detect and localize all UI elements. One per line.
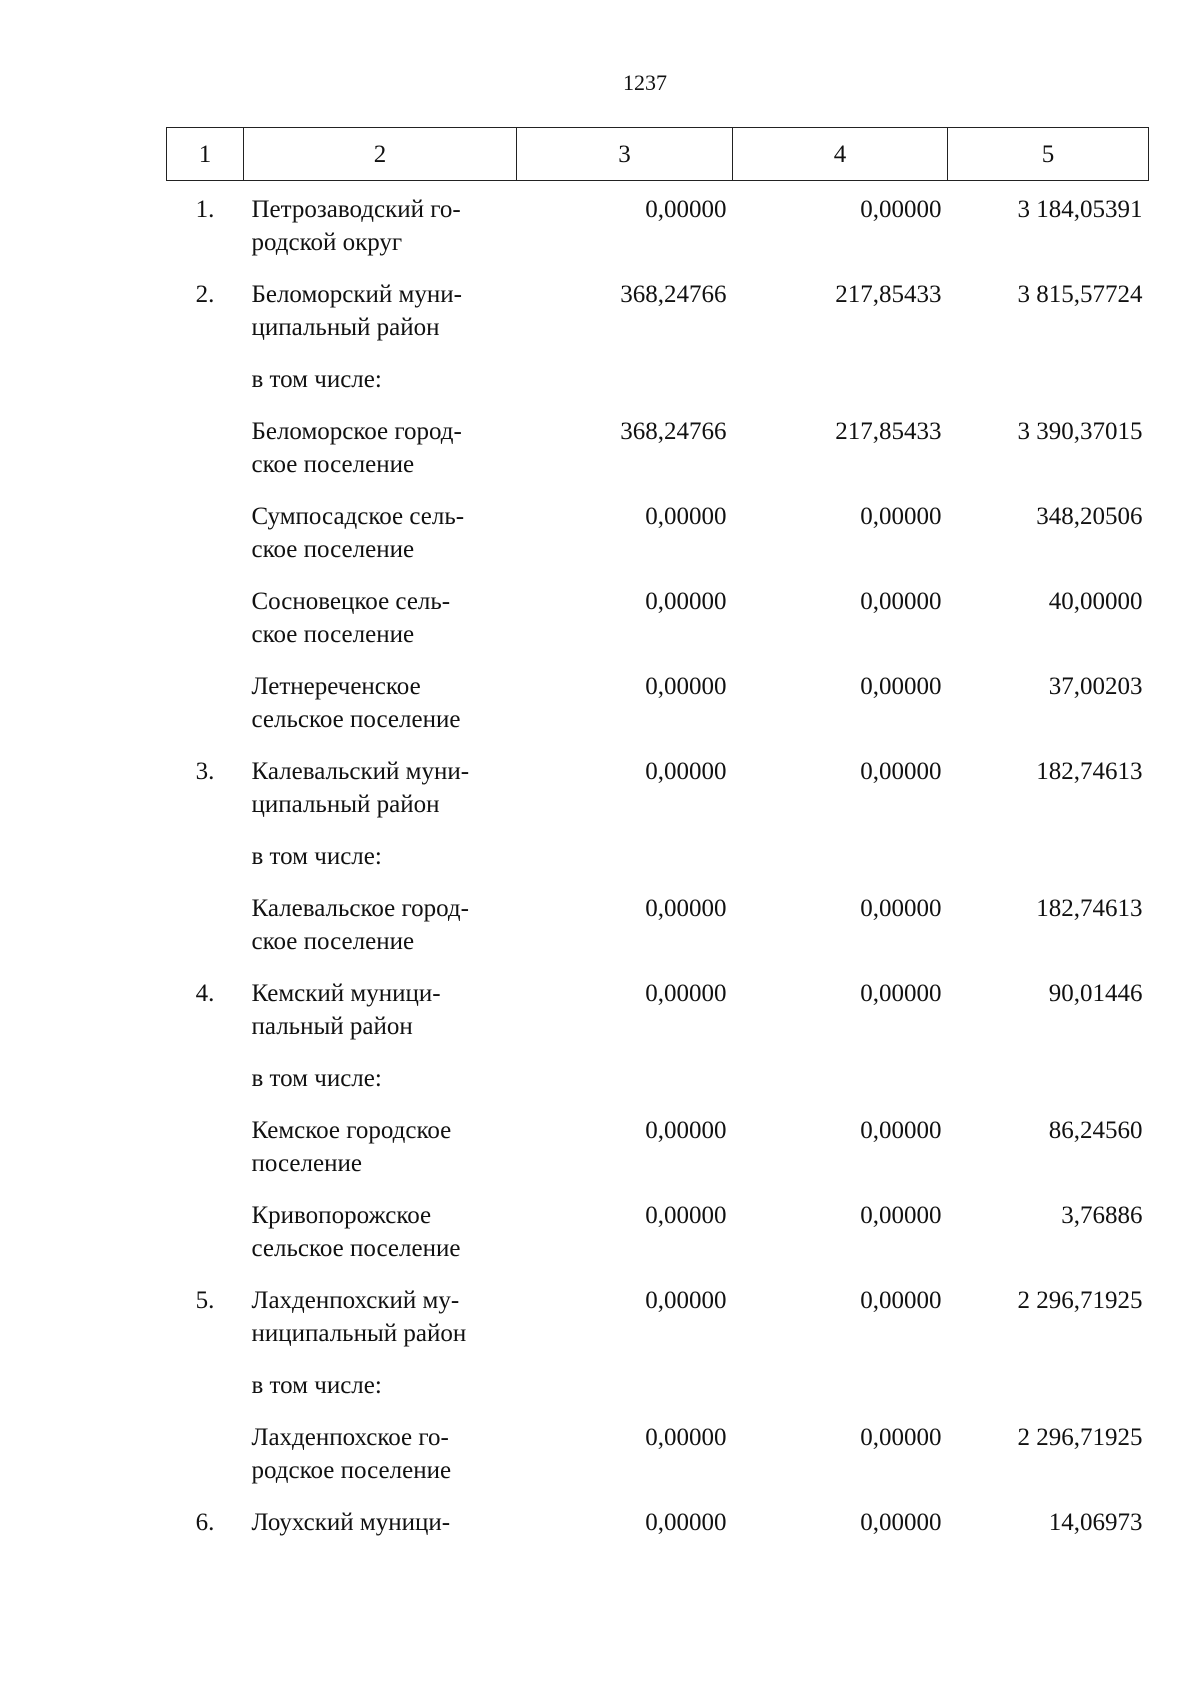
value-col-4: 0,00000 (860, 895, 942, 922)
table-row (167, 500, 1149, 585)
municipality-name (244, 1062, 517, 1114)
municipality-name-line: родское поселение (251, 1457, 452, 1484)
municipality-name (244, 1199, 517, 1284)
value-col-4: 0,00000 (860, 1202, 942, 1229)
value-col-4: 0,00000 (860, 758, 942, 785)
municipality-name (244, 415, 517, 500)
municipality-name-line: Беломорский муни- (251, 281, 462, 308)
municipality-name-line: Кемский муници- (251, 980, 441, 1007)
row-number (167, 500, 244, 585)
row-number (167, 840, 244, 892)
value-col-5: 37,00203 (1048, 673, 1143, 700)
municipality-name-line: пальный район (251, 1013, 413, 1040)
value-col-4: 0,00000 (860, 1287, 942, 1314)
value-col-5: 90,01446 (1048, 980, 1143, 1007)
municipality-name-line: поселение (251, 1150, 362, 1177)
value-col-3: 0,00000 (645, 980, 727, 1007)
table-row (167, 585, 1149, 670)
municipality-name-line: Лахденпохский му- (251, 1287, 460, 1314)
municipality-name-line: ское поселение (251, 928, 415, 955)
municipality-name (244, 1114, 517, 1199)
value-col-4: 217,85433 (835, 418, 942, 445)
row-number (167, 363, 244, 415)
value-col-5 (948, 1062, 1149, 1114)
table-row (167, 1062, 1149, 1114)
municipality-name-line: ское поселение (251, 621, 415, 648)
value-col-5: 3 184,05391 (1017, 196, 1143, 223)
municipality-name-line: ципальный район (251, 314, 440, 341)
value-col-5: 86,24560 (1048, 1117, 1143, 1144)
table-row (167, 892, 1149, 977)
value-col-3 (517, 363, 733, 415)
table-row (167, 755, 1149, 840)
value-col-4: 0,00000 (860, 588, 942, 615)
municipality-name (244, 670, 517, 755)
row-number: 3. (195, 758, 215, 785)
municipality-name-line: сельское поселение (251, 1235, 461, 1262)
value-col-3: 0,00000 (645, 1202, 727, 1229)
value-col-5: 14,06973 (1048, 1509, 1143, 1536)
page-number: 1237 (623, 70, 667, 95)
municipality-name (244, 500, 517, 585)
budget-table-container (166, 127, 1148, 1558)
table-row (167, 415, 1149, 500)
budget-table (166, 127, 1149, 1558)
header-col-4: 4 (733, 128, 948, 181)
value-col-4: 0,00000 (860, 673, 942, 700)
table-row (167, 181, 1149, 279)
municipality-name-line: Беломорское город- (251, 418, 462, 445)
row-number (167, 1062, 244, 1114)
value-col-5: 348,20506 (1036, 503, 1143, 530)
municipality-name-line: Кемское городское (251, 1117, 452, 1144)
value-col-4: 0,00000 (860, 503, 942, 530)
municipality-name-line: Петрозаводский го- (251, 196, 461, 223)
value-col-3: 0,00000 (645, 895, 727, 922)
value-col-4 (733, 840, 948, 892)
value-col-3 (517, 1369, 733, 1421)
row-number: 6. (195, 1509, 215, 1536)
header-col-3: 3 (517, 128, 733, 181)
municipality-name (244, 840, 517, 892)
value-col-3 (517, 840, 733, 892)
row-number: 5. (195, 1287, 215, 1314)
municipality-name-line: ципальный район (251, 791, 440, 818)
table-row (167, 278, 1149, 363)
municipality-name-line: ское поселение (251, 451, 415, 478)
table-row (167, 1506, 1149, 1558)
row-number: 4. (195, 980, 215, 1007)
table-row (167, 670, 1149, 755)
value-col-3: 368,24766 (620, 418, 727, 445)
municipality-name (244, 278, 517, 363)
table-row (167, 1369, 1149, 1421)
municipality-name (244, 181, 517, 279)
municipality-name-line: ское поселение (251, 536, 415, 563)
table-row (167, 1421, 1149, 1506)
value-col-4: 0,00000 (860, 196, 942, 223)
value-col-4 (733, 1369, 948, 1421)
municipality-name-line: Калевальский муни- (251, 758, 470, 785)
municipality-name-line: ниципальный район (251, 1320, 467, 1347)
table-row (167, 977, 1149, 1062)
municipality-name-line: Кривопорожское (251, 1202, 432, 1229)
value-col-5: 40,00000 (1048, 588, 1143, 615)
value-col-3 (517, 1062, 733, 1114)
value-col-5: 3,76886 (1061, 1202, 1143, 1229)
row-number (167, 670, 244, 755)
row-number (167, 1114, 244, 1199)
municipality-name (244, 892, 517, 977)
table-header (167, 128, 1149, 181)
header-col-2: 2 (244, 128, 517, 181)
municipality-name-line: в том числе: (251, 366, 382, 393)
row-number (167, 415, 244, 500)
value-col-4: 0,00000 (860, 1509, 942, 1536)
municipality-name-line: Сосновецкое сель- (251, 588, 451, 615)
value-col-5: 182,74613 (1036, 758, 1143, 785)
municipality-name-line: Лахденпохское го- (251, 1424, 449, 1451)
value-col-4: 0,00000 (860, 1117, 942, 1144)
municipality-name (244, 977, 517, 1062)
value-col-3: 0,00000 (645, 1117, 727, 1144)
municipality-name-line: в том числе: (251, 843, 382, 870)
row-number (167, 1421, 244, 1506)
value-col-3: 0,00000 (645, 1287, 727, 1314)
row-number (167, 1369, 244, 1421)
municipality-name-line: в том числе: (251, 1065, 382, 1092)
value-col-3: 0,00000 (645, 1509, 727, 1536)
table-body (167, 181, 1149, 1559)
table-row (167, 363, 1149, 415)
value-col-3: 368,24766 (620, 281, 727, 308)
header-row (167, 128, 1149, 181)
value-col-4: 0,00000 (860, 1424, 942, 1451)
value-col-3: 0,00000 (645, 758, 727, 785)
municipality-name-line: сельское поселение (251, 706, 461, 733)
municipality-name (244, 363, 517, 415)
table-row (167, 840, 1149, 892)
municipality-name-line: Калевальское город- (251, 895, 469, 922)
value-col-3: 0,00000 (645, 503, 727, 530)
row-number (167, 1199, 244, 1284)
row-number: 1. (195, 196, 215, 223)
municipality-name (244, 1284, 517, 1369)
value-col-5 (948, 840, 1149, 892)
value-col-3: 0,00000 (645, 588, 727, 615)
municipality-name-line: родской округ (251, 229, 403, 256)
municipality-name-line: в том числе: (251, 1372, 382, 1399)
value-col-3: 0,00000 (645, 673, 727, 700)
row-number: 2. (195, 281, 215, 308)
row-number (167, 585, 244, 670)
value-col-5: 2 296,71925 (1017, 1424, 1143, 1451)
municipality-name (244, 1369, 517, 1421)
municipality-name-line: Летнереченское (251, 673, 421, 700)
value-col-5: 3 815,57724 (1017, 281, 1143, 308)
value-col-4 (733, 363, 948, 415)
value-col-5 (948, 363, 1149, 415)
municipality-name-line: Лоухский муници- (251, 1509, 451, 1536)
municipality-name (244, 1421, 517, 1506)
table-row (167, 1114, 1149, 1199)
value-col-3: 0,00000 (645, 1424, 727, 1451)
header-col-5: 5 (948, 128, 1149, 181)
header-col-1: 1 (167, 128, 244, 181)
municipality-name (244, 755, 517, 840)
table-row (167, 1199, 1149, 1284)
value-col-4 (733, 1062, 948, 1114)
value-col-4: 217,85433 (835, 281, 942, 308)
value-col-3: 0,00000 (645, 196, 727, 223)
table-row (167, 1284, 1149, 1369)
municipality-name (244, 1506, 517, 1558)
value-col-5: 182,74613 (1036, 895, 1143, 922)
value-col-4: 0,00000 (860, 980, 942, 1007)
value-col-5: 2 296,71925 (1017, 1287, 1143, 1314)
row-number (167, 892, 244, 977)
value-col-5 (948, 1369, 1149, 1421)
municipality-name-line: Сумпосадское сель- (251, 503, 465, 530)
value-col-5: 3 390,37015 (1017, 418, 1143, 445)
municipality-name (244, 585, 517, 670)
